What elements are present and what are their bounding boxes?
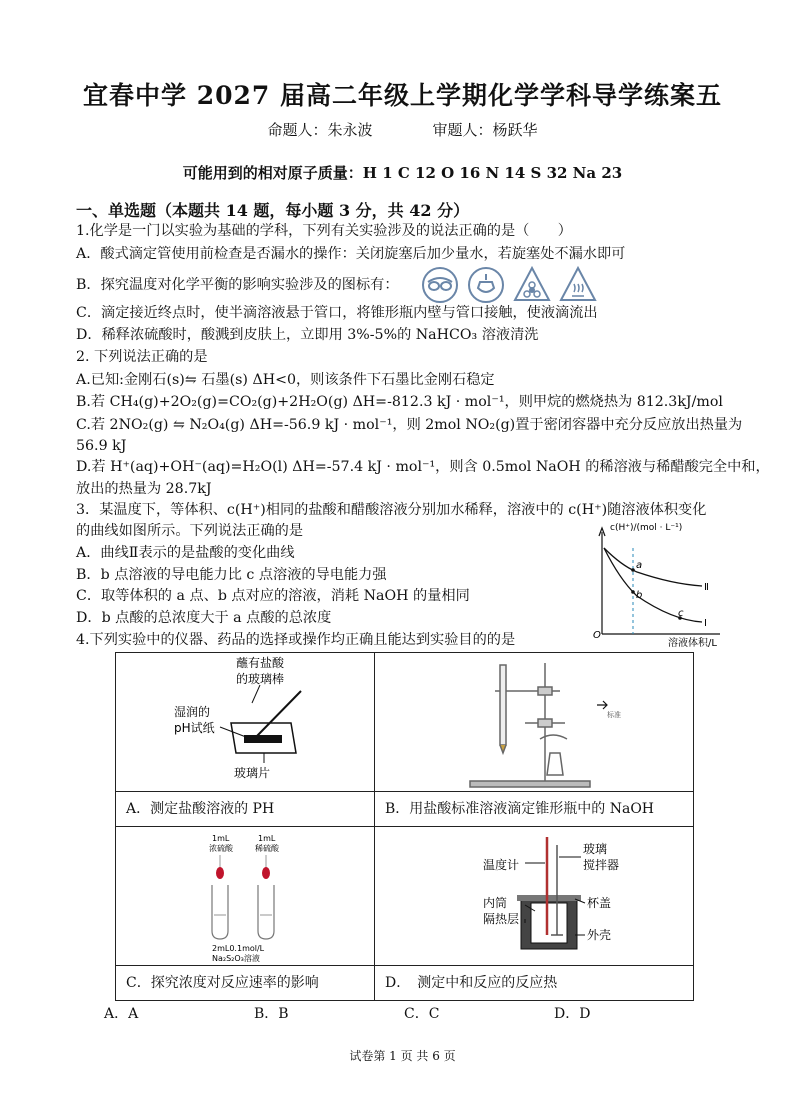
glass-plate xyxy=(231,723,296,753)
label-standard: 标准 xyxy=(607,711,621,719)
curve-ii-label: Ⅱ xyxy=(704,582,709,593)
cell-c-image xyxy=(116,827,375,966)
author-line xyxy=(0,119,805,140)
hot-surface-icon xyxy=(561,268,595,300)
tube1-vol: 1mL xyxy=(212,834,230,843)
author: 命题人：朱永波 xyxy=(267,121,373,139)
q1-option-c: C．滴定接近终点时，使半滴溶液悬于管口，将锥形瓶内壁与管口接触，使液滴流出 xyxy=(76,305,598,321)
dropper-1 xyxy=(216,855,224,879)
calorimeter xyxy=(517,837,581,949)
q3-option-c: C．取等体积的 a 点、b 点对应的溶液，消耗 NaOH 的量相同 xyxy=(76,588,470,604)
point-a: a xyxy=(636,560,643,571)
label-stirrer-2: 搅拌器 xyxy=(583,858,620,872)
label-thermometer: 温度计 xyxy=(483,858,520,872)
q3-stem-line2: 的曲线如图所示。下列说法正确的是 xyxy=(76,523,304,539)
q2-stem: 2. 下列说法正确的是 xyxy=(76,349,208,365)
atomic-masses: 可能用到的相对原子质量：H 1 C 12 O 16 N 14 S 32 Na 23 xyxy=(182,164,623,182)
tube1-name: 浓硫酸 xyxy=(209,844,233,853)
experiment-table xyxy=(115,652,694,1001)
hand-wash-icon xyxy=(469,268,503,302)
point-c: c xyxy=(678,608,684,619)
q1-option-b xyxy=(76,275,399,295)
q3-option-a: A．曲线Ⅱ表示的是盐酸的变化曲线 xyxy=(76,545,295,561)
choice-d[interactable]: D．D xyxy=(554,1006,591,1022)
q4-stem: 4.下列实验中的仪器、药品的选择或操作均正确且能达到实验目的的是 xyxy=(76,632,516,648)
q1-option-d: D．稀释浓硫酸时，酸溅到皮肤上，立即用 3%-5%的 NaHCO₃ 溶液清洗 xyxy=(76,327,539,343)
choice-b[interactable]: B．B xyxy=(254,1006,289,1022)
q2-option-a: A.已知:金刚石(s)⇋ 石墨(s) ΔH<0，则该条件下石墨比金刚石稳定 xyxy=(76,372,495,388)
point-b: b xyxy=(636,590,643,601)
cell-d-caption: D． 测定中和反应的反应热 xyxy=(375,966,694,1001)
page-title: 宜春中学 2027 届高二年级上学期化学学科导学练案五 xyxy=(83,81,722,110)
label-rod-1: 蘸有盐酸 xyxy=(236,656,285,670)
graph-y-label: c(H⁺)/(mol · L⁻¹) xyxy=(610,523,683,533)
q1-option-a: A．酸式滴定管使用前检查是否漏水的操作：关闭旋塞后加少量水，若旋塞处不漏水即可 xyxy=(76,246,626,262)
label-stirrer-1: 玻璃 xyxy=(583,842,608,856)
cell-a-image xyxy=(116,653,375,792)
cell-d-image xyxy=(375,827,694,966)
q1-option-b-text: B．探究温度对化学平衡的影响实验涉及的图标有： xyxy=(76,277,399,293)
label-rod-2: 的玻璃棒 xyxy=(236,672,285,686)
cell-c-caption: C．探究浓度对反应速率的影响 xyxy=(116,966,375,1001)
cell-a-caption: A．测定盐酸溶液的 PH xyxy=(116,792,375,827)
choice-a[interactable]: A．A xyxy=(104,1006,139,1022)
section-heading: 一、单选题（本题共 14 题，每小题 3 分，共 42 分） xyxy=(76,201,470,220)
test-tubes xyxy=(212,885,274,939)
dropper-2 xyxy=(262,855,270,879)
graph-origin: O xyxy=(593,630,601,641)
cell-b-caption: B．用盐酸标准溶液滴定锥形瓶中的 NaOH xyxy=(375,792,694,827)
graph-x-label: 溶液体积/L xyxy=(668,638,717,649)
q3-graph xyxy=(592,518,742,656)
label-insulation: 隔热层 xyxy=(483,912,520,926)
choice-c[interactable]: C．C xyxy=(404,1006,440,1022)
label-shell: 外壳 xyxy=(587,928,612,942)
curve-i-label: Ⅰ xyxy=(704,618,707,629)
q2-option-c-line1: C.若 2NO₂(g) ⇋ N₂O₄(g) ΔH=-56.9 kJ · mol⁻¹，则 2mol NO₂(g)置于密闭容器中充分反应放出热量为 xyxy=(76,417,743,433)
label-paper-2: pH试纸 xyxy=(174,721,215,735)
q3-stem-line1: 3．某温度下，等体积、c(H⁺)相同的盐酸和醋酸溶液分别加水稀释，溶液中的 c(H⁺)随溶液体积变化 xyxy=(76,502,707,518)
page-footer: 试卷第 1 页 共 6 页 xyxy=(349,1049,456,1063)
curve-ii xyxy=(604,548,702,586)
q4-choices xyxy=(104,1003,704,1023)
fan-ventilation-icon xyxy=(515,268,549,300)
tube2-name: 稀硫酸 xyxy=(255,844,279,853)
q1-stem: 1.化学是一门以实验为基础的学科，下列有关实验涉及的说法正确的是（ ） xyxy=(76,223,572,239)
label-inner-cup: 内筒 xyxy=(483,896,508,910)
solution-conc: 2mL0.1mol/L xyxy=(212,944,265,953)
q3-option-d: D．b 点酸的总浓度大于 a 点酸的总浓度 xyxy=(76,610,332,626)
cell-b-image xyxy=(375,653,694,792)
reviewer: 审题人：杨跃华 xyxy=(432,121,538,139)
q2-option-c-line2: 56.9 kJ xyxy=(76,438,127,454)
q2-option-d-line1: D.若 H⁺(aq)+OH⁻(aq)=H₂O(l) ΔH=-57.4 kJ · mol⁻¹，则含 0.5mol NaOH 的稀溶液与稀醋酸完全中和， xyxy=(76,459,770,475)
q3-option-b: B．b 点溶液的导电能力比 c 点溶液的导电能力强 xyxy=(76,567,387,583)
hazard-icon-row xyxy=(421,266,601,308)
label-lid: 杯盖 xyxy=(587,896,612,910)
q2-option-d-line2: 放出的热量为 28.7kJ xyxy=(76,481,212,497)
label-plate: 玻璃片 xyxy=(234,766,271,780)
q2-option-b: B.若 CH₄(g)+2O₂(g)=CO₂(g)+2H₂O(g) ΔH=-812.3 kJ · mol⁻¹，则甲烷的燃烧热为 812.3kJ/mol xyxy=(76,394,723,410)
label-paper-1: 湿润的 xyxy=(174,705,211,719)
goggles-icon xyxy=(423,268,457,302)
tube2-vol: 1mL xyxy=(258,834,276,843)
burette-stand xyxy=(470,663,590,787)
solution-name: Na₂S₂O₃溶液 xyxy=(212,954,260,963)
